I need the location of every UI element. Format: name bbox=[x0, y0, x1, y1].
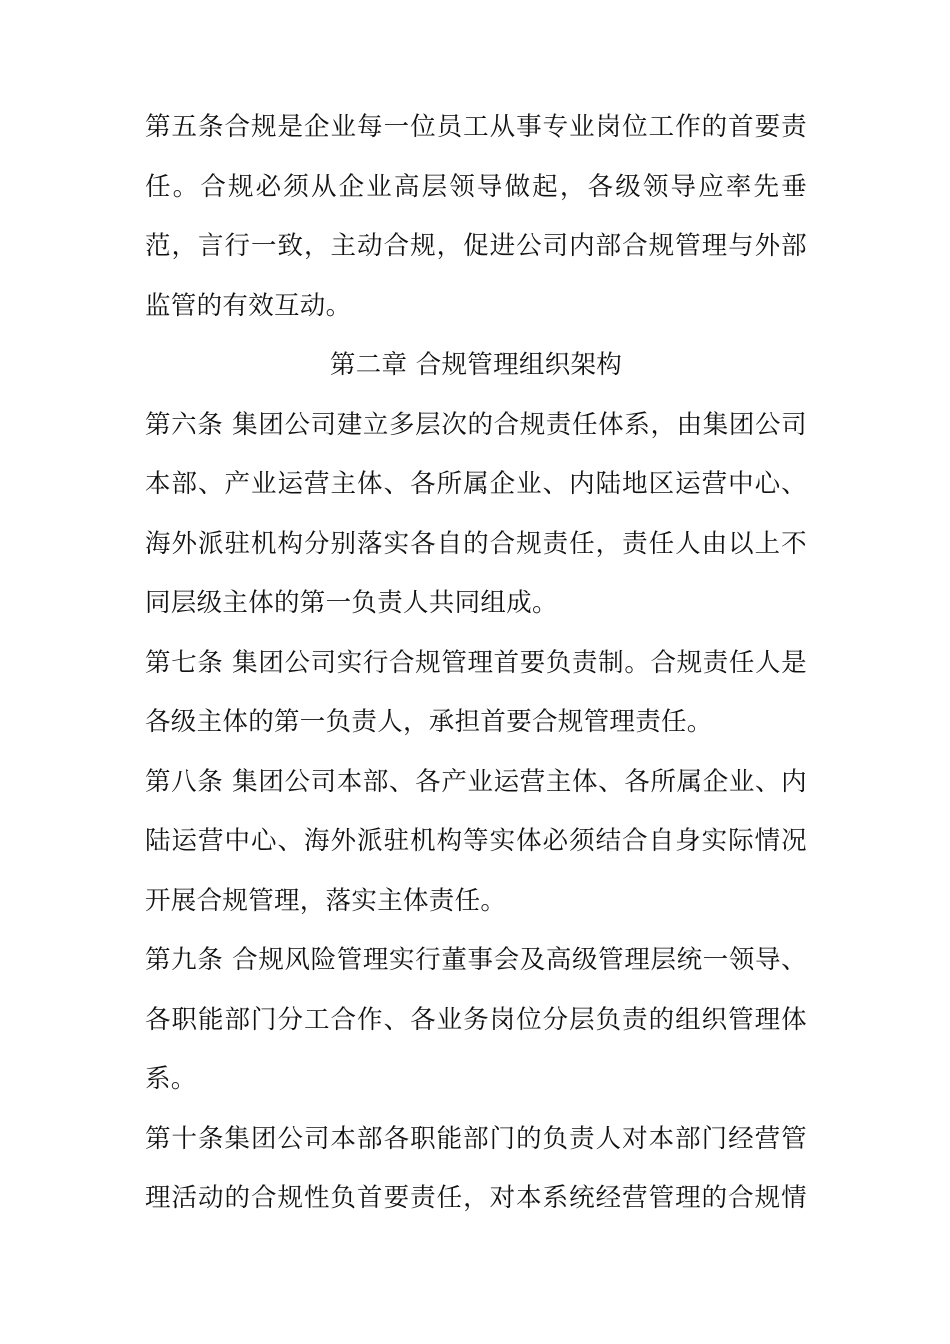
chapter-2-heading: 第二章 合规管理组织架构 bbox=[329, 350, 623, 380]
article-10 bbox=[145, 1110, 807, 1229]
article-6 bbox=[145, 396, 807, 634]
article-9-line-1: 第九条 合规风险管理实行董事会及高级管理层统一领导、 bbox=[145, 945, 807, 975]
article-6-line-1: 第六条 集团公司建立多层次的合规责任体系，由集团公司 bbox=[145, 409, 807, 440]
article-9 bbox=[145, 931, 807, 1110]
article-9-line-3: 系。 bbox=[145, 1064, 197, 1094]
article-10-line-1: 第十条集团公司本部各职能部门的负责人对本部门经营管 bbox=[145, 1123, 807, 1154]
article-10-line-2: 理活动的合规性负首要责任，对本系统经营管理的合规情 bbox=[145, 1183, 807, 1213]
article-5-line-3: 范，言行一致，主动合规，促进公司内部合规管理与外部 bbox=[145, 231, 807, 261]
article-6-line-3: 海外派驻机构分别落实各自的合规责任，责任人由以上不 bbox=[145, 528, 807, 559]
article-5 bbox=[145, 98, 807, 336]
article-9-line-2: 各职能部门分工合作、各业务岗位分层负责的组织管理体 bbox=[145, 1004, 807, 1035]
article-7-line-1: 第七条 集团公司实行合规管理首要负责制。合规责任人是 bbox=[145, 647, 807, 678]
article-7 bbox=[145, 634, 807, 753]
article-7-line-2: 各级主体的第一负责人，承担首要合规管理责任。 bbox=[145, 707, 713, 737]
article-6-line-4: 同层级主体的第一负责人共同组成。 bbox=[145, 588, 558, 618]
article-8-line-1: 第八条 集团公司本部、各产业运营主体、各所属企业、内 bbox=[145, 766, 807, 797]
article-5-line-4: 监管的有效互动。 bbox=[145, 290, 352, 321]
article-5-line-2: 任。合规必须从企业高层领导做起，各级领导应率先垂 bbox=[145, 171, 807, 202]
article-8-line-3: 开展合规管理，落实主体责任。 bbox=[145, 885, 507, 916]
article-8 bbox=[145, 753, 807, 932]
document-body bbox=[145, 98, 807, 1229]
article-6-line-2: 本部、产业运营主体、各所属企业、内陆地区运营中心、 bbox=[145, 469, 807, 499]
article-5-line-1: 第五条合规是企业每一位员工从事专业岗位工作的首要责 bbox=[145, 112, 807, 142]
article-8-line-2: 陆运营中心、海外派驻机构等实体必须结合自身实际情况 bbox=[145, 826, 807, 856]
